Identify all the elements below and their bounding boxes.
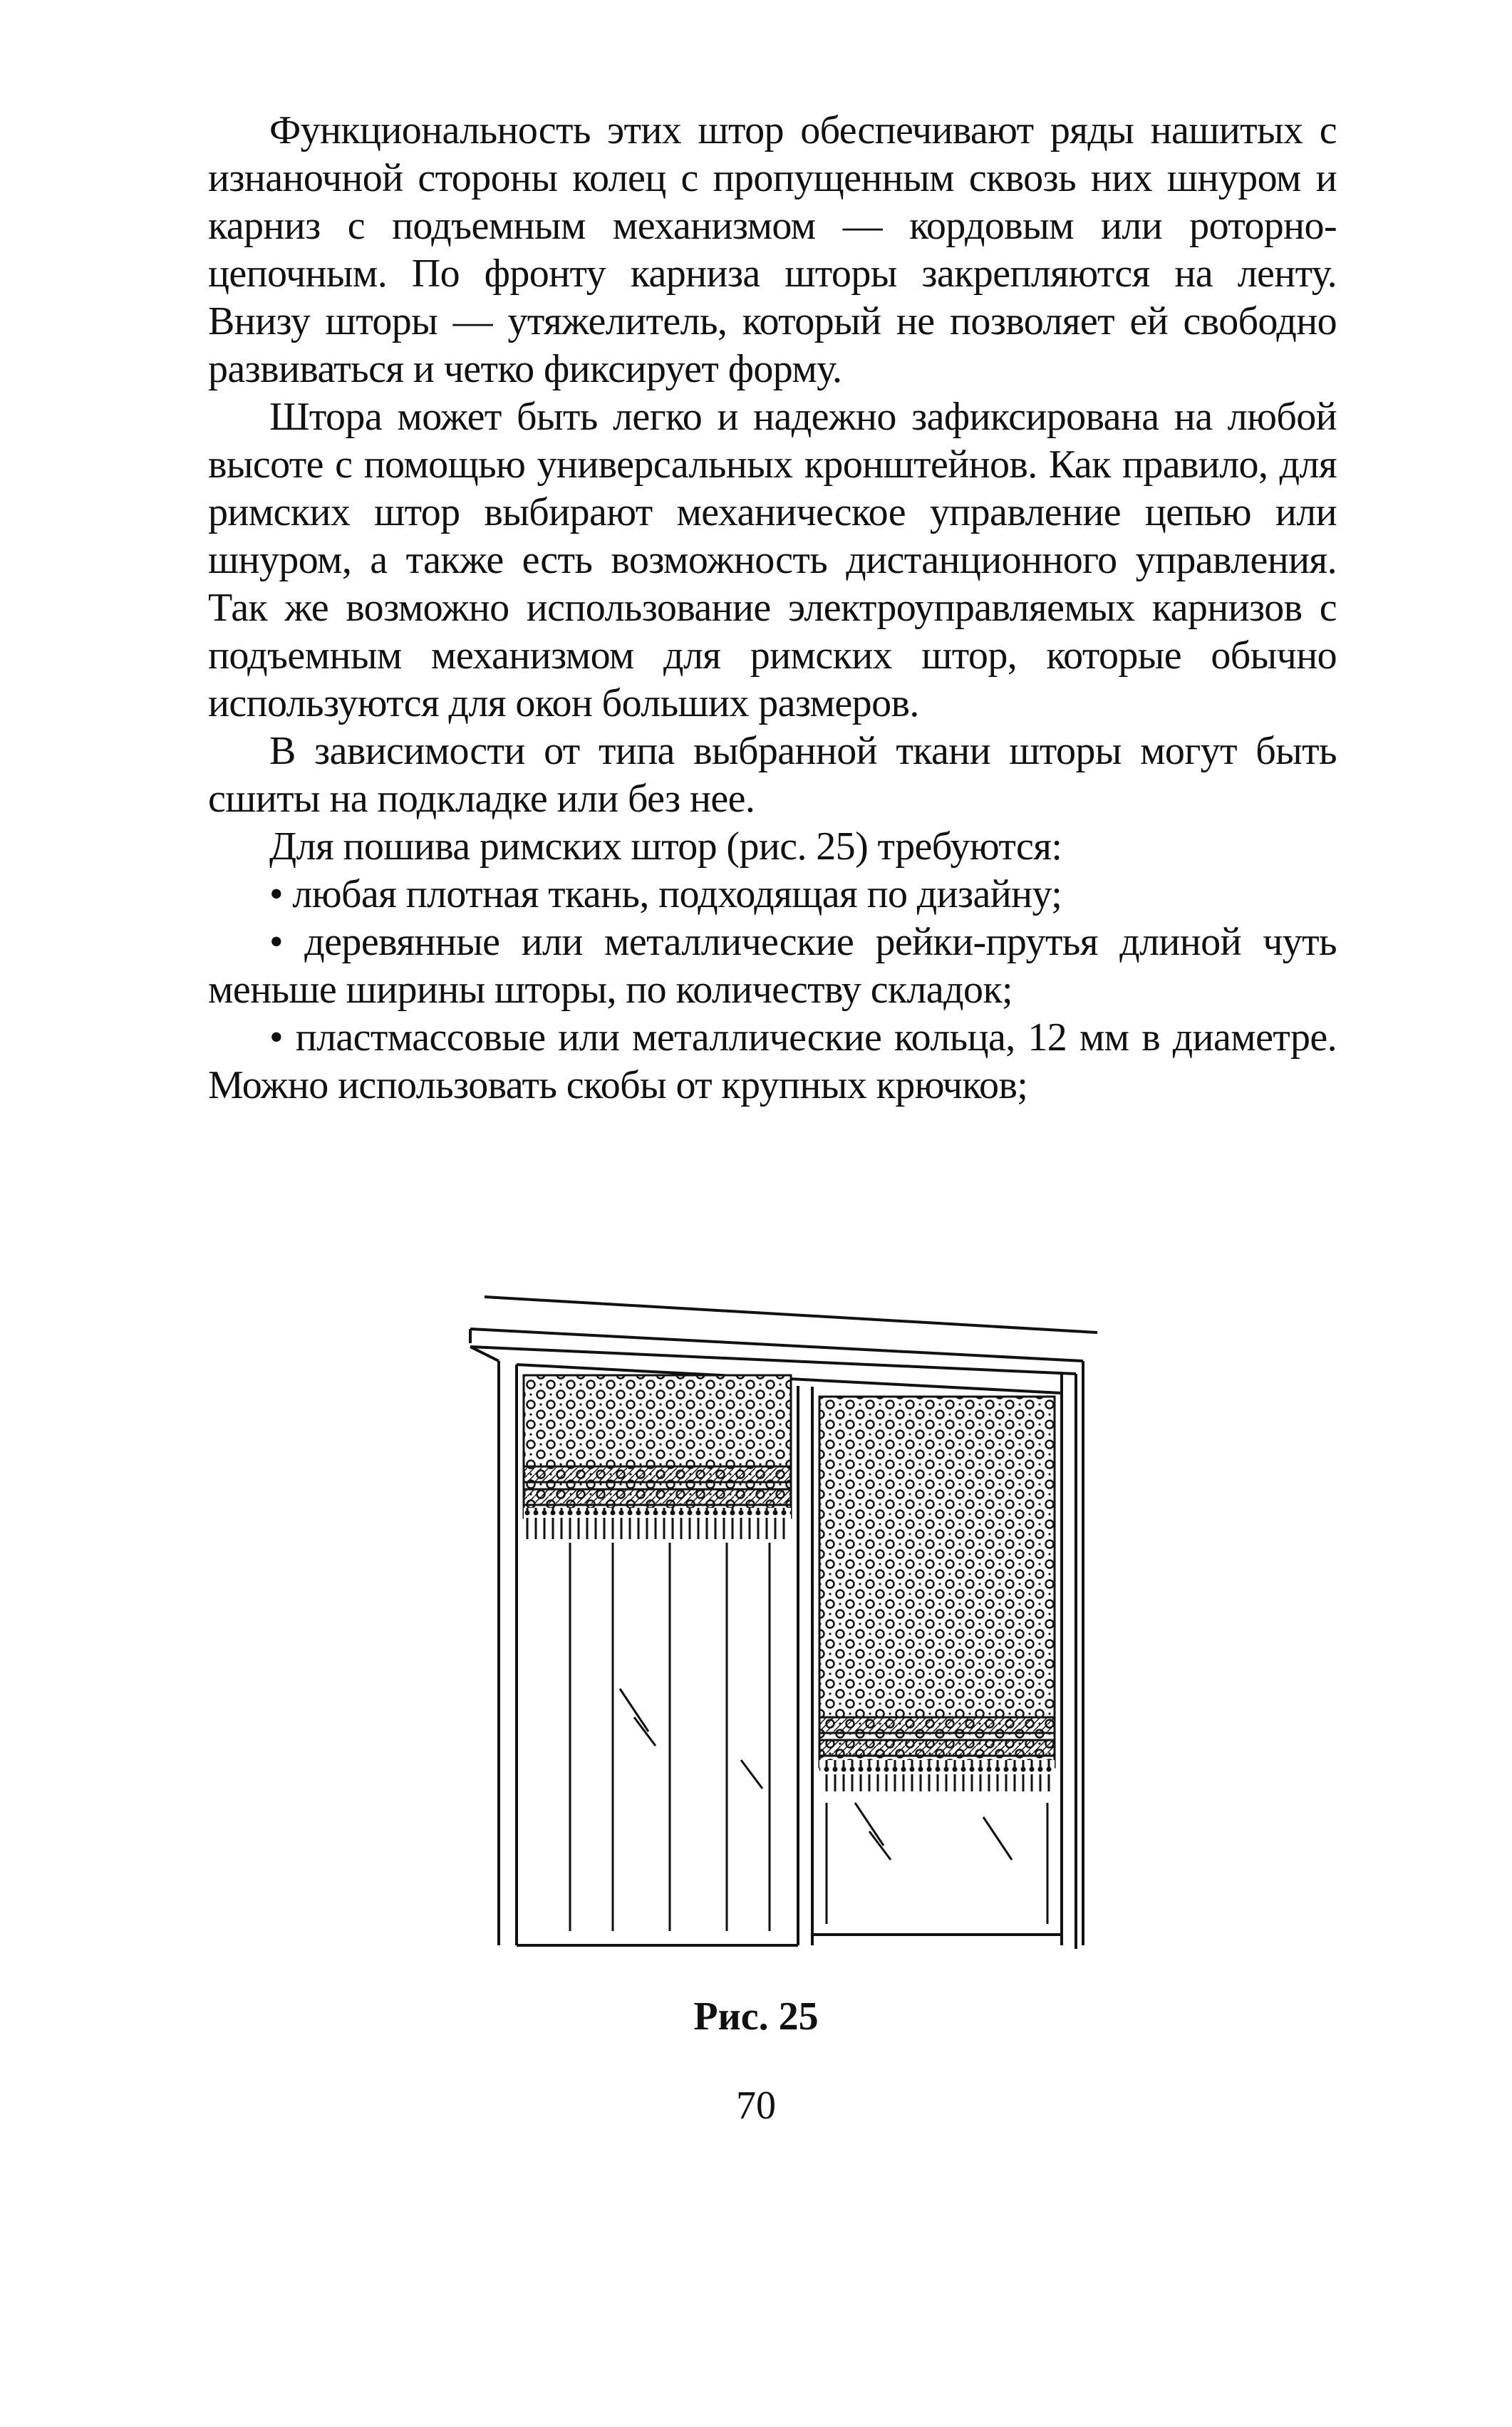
left-window-glass (570, 1543, 770, 1931)
page-number: 70 (736, 2084, 776, 2128)
paragraph-1: Функциональность этих штор обеспечивают ряды нашитых с изнаночной стороны колец с пропущенным сквозь них шнуром и карниз с подъемным механизмом — кордовым или роторно-цепочным. По фронту карниза шторы закрепляются на ленту. Внизу шторы — утяжелитель, который не позволяет ей свободно развиваться и четко фиксирует форму. (208, 108, 1337, 391)
roman-blinds-illustration (456, 1290, 1119, 1988)
bullet-item-rings: • пластмассовые или металлические кольца, 12 мм в диаметре. Можно использовать скобы от крупных крючков; (208, 1015, 1337, 1107)
right-roman-blind (819, 1397, 1055, 1791)
page-body-text (208, 107, 1337, 1109)
paragraph-4: Для пошива римских штор (рис. 25) требуются: (269, 824, 1062, 869)
paragraph-2: Штора может быть легко и надежно зафиксирована на любой высоте с помощью универсальных кронштейнов. Как правило, для римских штор выбирают механическое управление цепью или шнуром, а также есть возможность дистанционного управления. Так же возможно использование электроуправляемых карнизов с подъемным механизмом для римских штор, которые обычно используются для окон больших размеров. (208, 395, 1337, 725)
left-roman-blind (524, 1375, 791, 1539)
window-drawing (456, 1290, 1119, 1988)
bullet-item-fabric: • любая плотная ткань, подходящая по дизайну; (269, 872, 1062, 916)
bullet-item-rods: • деревянные или металлические рейки-прутья длиной чуть меньше ширины шторы, по количеству складок; (208, 920, 1337, 1012)
right-window-glass (827, 1803, 1047, 1924)
paragraph-3: В зависимости от типа выбранной ткани шторы могут быть сшиты на подкладке или без нее. (208, 729, 1337, 821)
figure-caption: Рис. 25 (693, 1994, 819, 2039)
